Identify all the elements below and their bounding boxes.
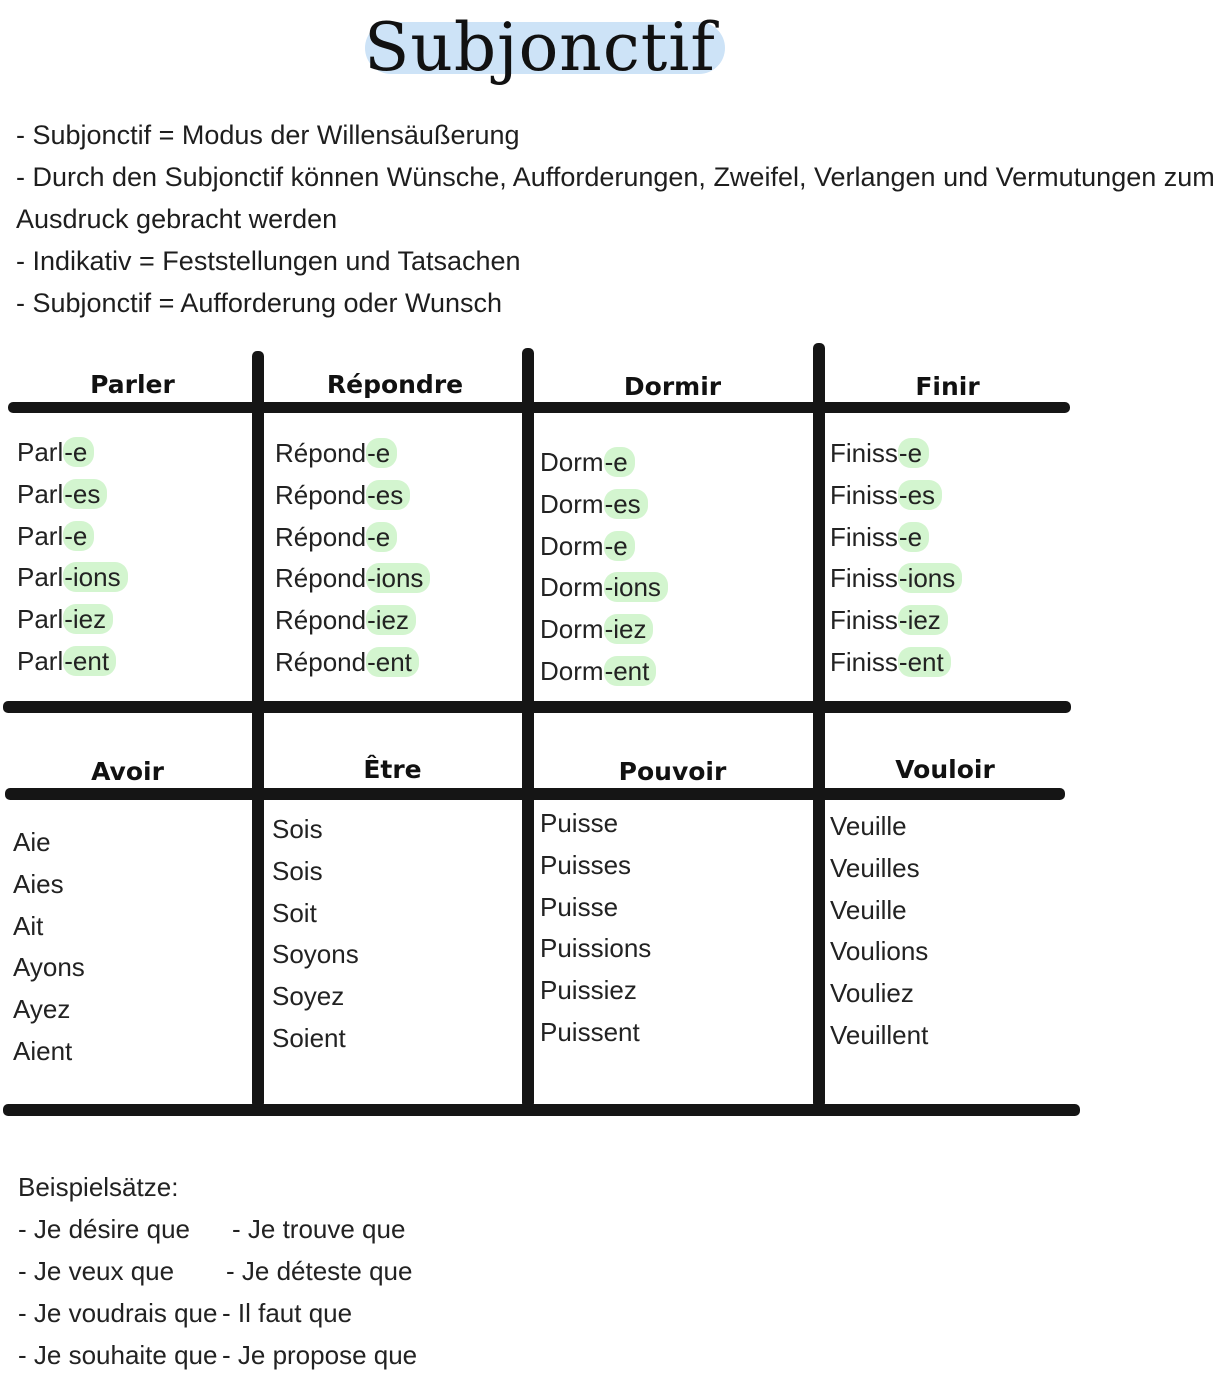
conjugation-row: Sois (272, 855, 323, 886)
ending-highlight: -es (63, 479, 107, 509)
conjugation-row: Répond-ent (275, 642, 430, 684)
example-item: - Il faut que (222, 1298, 353, 1328)
conjugation-row: Répond-es (275, 475, 430, 517)
ending-highlight: -ent (63, 646, 116, 676)
conjugation-column-finir (830, 433, 962, 684)
conjugation-row: Finiss-ions (830, 558, 962, 600)
examples-right-column (222, 1208, 417, 1376)
grid-line-header-bottom (5, 788, 1065, 800)
example-item: - Je veux que (18, 1256, 175, 1286)
conjugation-row: Veuille (830, 811, 907, 841)
conjugation-row: Veuilles (830, 852, 920, 883)
ending-highlight: -ions (604, 572, 668, 602)
ending-highlight: -es (366, 480, 410, 510)
conjugation-row: Soient (272, 1022, 346, 1053)
conjugation-row: Veuillent (830, 1019, 929, 1050)
conjugation-row: Soyons (272, 939, 359, 970)
conjugation-row: Puissions (540, 933, 652, 964)
conjugation-row: Répond-e (275, 517, 430, 559)
ending-highlight: -e (366, 522, 397, 552)
verb-header-finir: Finir (915, 372, 980, 401)
conjugation-row: Dorm-iez (540, 609, 668, 651)
conjugation-row: Répond-e (275, 433, 430, 475)
conjugation-row: Puisse (540, 891, 619, 922)
verb-header-vouloir: Vouloir (895, 755, 995, 784)
verb-header-pouvoir: Pouvoir (618, 757, 727, 786)
conjugation-row: Soit (272, 897, 317, 928)
intro-line: - Subjonctif = Modus der Willensäußerung (16, 120, 520, 150)
ending-highlight: -ent (366, 647, 419, 677)
ending-highlight: -e (604, 531, 635, 561)
conjugation-row: Parl-e (17, 516, 128, 558)
conjugation-row: Aie (13, 827, 51, 857)
conjugation-column-pouvoir (540, 803, 651, 1054)
grid-line-vertical-3 (813, 343, 825, 1108)
conjugation-row: Voulions (830, 936, 929, 967)
examples-left-column (18, 1208, 217, 1376)
intro-line: - Durch den Subjonctif können Wünsche, Aufforderungen, Zweifel, Verlangen und Vermutungen zum (16, 162, 1215, 192)
conjugation-row: Répond-ions (275, 558, 430, 600)
intro-line: - Subjonctif = Aufforderung oder Wunsch (16, 288, 503, 318)
conjugation-row: Dorm-e (540, 526, 668, 568)
conjugation-row: Vouliez (830, 978, 914, 1009)
conjugation-row: Soyez (272, 981, 345, 1012)
page-title: Subjonctif (364, 9, 716, 86)
intro-line: - Indikativ = Feststellungen und Tatsachen (16, 246, 521, 276)
conjugation-row: Puissiez (540, 975, 637, 1006)
ending-highlight: -ions (898, 563, 962, 593)
ending-highlight: -es (898, 480, 942, 510)
conjugation-row: Aient (13, 1035, 73, 1066)
conjugation-row: Dorm-ions (540, 567, 668, 609)
example-item: - Je voudrais que (18, 1298, 218, 1328)
conjugation-row: Dorm-es (540, 484, 668, 526)
conjugation-row: Dorm-ent (540, 651, 668, 693)
ending-highlight: -e (898, 522, 929, 552)
conjugation-row: Parl-e (17, 432, 128, 474)
conjugation-column-etre (272, 809, 359, 1060)
conjugation-row: Ayez (13, 994, 71, 1025)
conjugation-row: Veuille (830, 894, 907, 925)
conjugation-row: Finiss-e (830, 433, 962, 475)
conjugation-row: Puisse (540, 808, 619, 838)
conjugation-row: Répond-iez (275, 600, 430, 642)
ending-highlight: -ions (63, 562, 127, 592)
conjugation-column-dormir (540, 442, 668, 693)
grid-line-middle (3, 701, 1071, 713)
verb-header-avoir: Avoir (91, 757, 164, 786)
ending-highlight: -e (604, 447, 635, 477)
conjugation-row: Parl-ions (17, 557, 128, 599)
grid-line-header-top (8, 402, 1070, 413)
example-item: - Je souhaite que (18, 1340, 218, 1370)
conjugation-row: Ait (13, 910, 44, 941)
ending-highlight: -e (63, 521, 94, 551)
title-block (0, 8, 1080, 88)
conjugation-row: Ayons (13, 952, 85, 983)
conjugation-column-repondre (275, 433, 430, 684)
ending-highlight: -iez (604, 614, 654, 644)
ending-highlight: -es (604, 489, 648, 519)
conjugation-row: Finiss-es (830, 475, 962, 517)
conjugation-row: Puisses (540, 849, 632, 880)
grid-line-vertical-1 (252, 351, 264, 1108)
ending-highlight: -e (366, 438, 397, 468)
verb-header-etre: Être (363, 755, 422, 784)
ending-highlight: -iez (63, 604, 113, 634)
ending-highlight: -iez (366, 605, 416, 635)
grid-line-bottom (3, 1104, 1080, 1116)
conjugation-column-parler (17, 432, 128, 683)
examples-heading: Beispielsätze: (18, 1172, 179, 1202)
grid-line-vertical-2 (522, 348, 534, 1108)
verb-header-repondre: Répondre (326, 370, 464, 399)
conjugation-row: Aies (13, 868, 64, 899)
ending-highlight: -ent (604, 656, 657, 686)
example-item: - Je déteste que (226, 1256, 413, 1286)
conjugation-column-avoir (13, 822, 85, 1073)
conjugation-row: Parl-ent (17, 641, 128, 683)
intro-line: Ausdruck gebracht werden (16, 204, 338, 234)
example-item: - Je désire que (18, 1214, 190, 1244)
verb-header-dormir: Dormir (623, 372, 722, 401)
conjugation-row: Finiss-ent (830, 642, 962, 684)
ending-highlight: -iez (898, 605, 948, 635)
ending-highlight: -e (63, 437, 94, 467)
verb-header-parler: Parler (90, 370, 175, 399)
ending-highlight: -ent (898, 647, 951, 677)
conjugation-row: Parl-iez (17, 599, 128, 641)
conjugation-row: Finiss-iez (830, 600, 962, 642)
conjugation-row: Parl-es (17, 474, 128, 516)
conjugation-row: Dorm-e (540, 442, 668, 484)
ending-highlight: -ions (366, 563, 430, 593)
conjugation-row: Sois (272, 814, 323, 844)
intro-notes (16, 114, 1215, 324)
example-item: - Je propose que (222, 1340, 418, 1370)
conjugation-row: Finiss-e (830, 517, 962, 559)
ending-highlight: -e (898, 438, 929, 468)
example-item: - Je trouve que (232, 1214, 406, 1244)
conjugation-row: Puissent (540, 1016, 640, 1047)
conjugation-column-vouloir (830, 806, 928, 1057)
